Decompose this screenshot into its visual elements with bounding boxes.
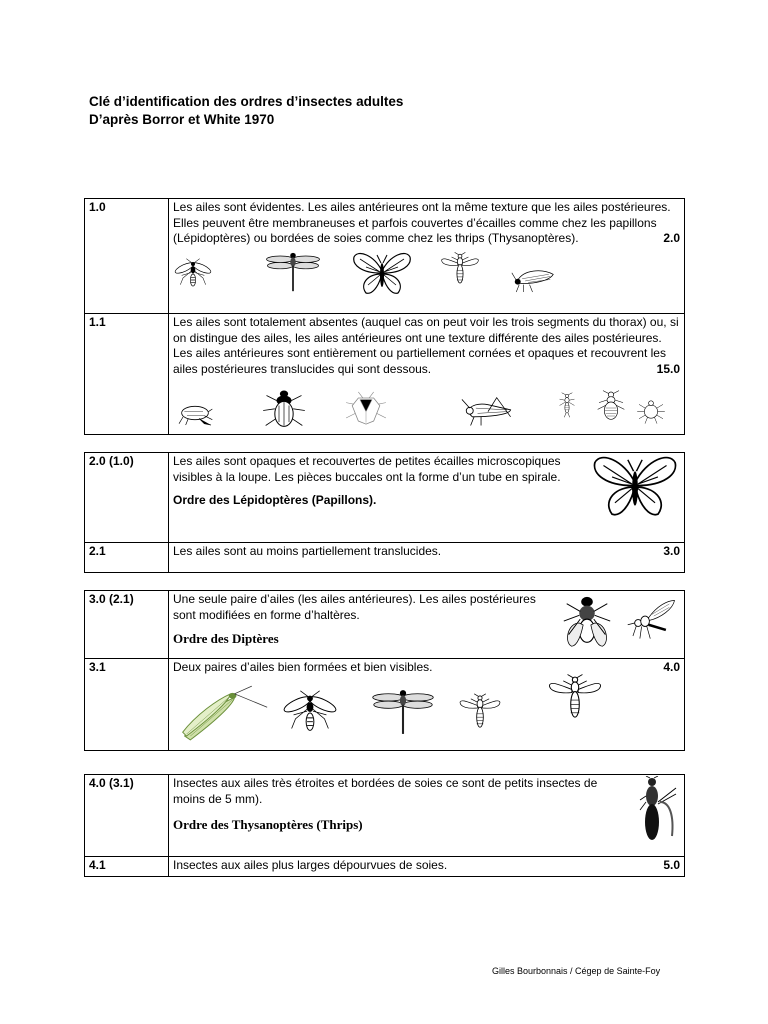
key-number: 3.0 (2.1) (85, 591, 169, 659)
order-name: Ordre des Lépidoptères (Papillons). (173, 493, 377, 507)
key-reference: 3.0 (663, 544, 680, 558)
mosquito-icon (626, 592, 678, 654)
key-description-cell (169, 775, 685, 857)
key-reference: 15.0 (656, 361, 680, 376)
key-description: Une seule paire d’ailes (les ailes antérieures). Les ailes postérieures sont modifiées en forme d’haltères. (173, 592, 536, 622)
thrips-icon (638, 776, 678, 846)
lacewing-icon (175, 684, 271, 742)
wasp-icon (281, 688, 339, 738)
key-description: Les ailes sont opaques et recouvertes de petites écailles microscopiques visibles à la loupe. Les pièces buccales ont la forme d’un tube en spirale. (173, 454, 561, 484)
flea-icon (175, 395, 215, 427)
key-description-cell (169, 543, 685, 573)
key-table-3 (84, 590, 685, 751)
beetle-icon (259, 385, 309, 431)
key-description-cell (169, 857, 685, 877)
dragonfly-icon (263, 251, 323, 293)
key-reference: 4.0 (663, 660, 680, 674)
illustration-row (173, 251, 680, 297)
key-description: Les ailes sont totalement absentes (auquel cas on peut voir les trois segments du thorax) ou, si on distingue des ailes, les ailes antérieures ont une texture différente des ailes postérieures. Les ailes antérieures sont entièrement ou partiellement cornées et opaques et recouvrent les ailes postérieures translucides qui sont dessous. (173, 315, 679, 376)
title-line-2: D’après Borror et White 1970 (89, 112, 275, 127)
wasp-icon (173, 251, 213, 297)
key-row-2-0 (85, 453, 685, 543)
order-name: Ordre des Diptères (173, 631, 279, 646)
key-description-cell (169, 591, 685, 659)
key-row-2-1 (85, 543, 685, 573)
key-table-1 (84, 198, 685, 435)
key-description: Insectes aux ailes plus larges dépourvues de soies. (173, 858, 448, 872)
key-number: 3.1 (85, 659, 169, 751)
dragonfly-icon (369, 688, 437, 736)
butterfly-icon (351, 251, 413, 297)
title-line-1: Clé d’identification des ordres d’insectes adultes (89, 94, 404, 109)
earwig-icon (551, 379, 583, 431)
housefly-icon (558, 592, 616, 654)
key-description-cell (169, 314, 685, 435)
document-title (89, 93, 403, 129)
key-row-4-1 (85, 857, 685, 877)
stinkbug-icon (343, 385, 389, 431)
key-row-1-1 (85, 314, 685, 435)
mite-icon (633, 393, 669, 429)
butterfly-icon (592, 454, 678, 520)
footer-credit: Gilles Bourbonnais / Cégep de Sainte-Foy (492, 966, 661, 976)
mayfly-icon (455, 690, 505, 736)
key-row-1-0 (85, 199, 685, 314)
louse-icon (591, 381, 631, 431)
key-reference: 5.0 (663, 858, 680, 872)
key-description-cell (169, 199, 685, 314)
key-reference: 2.0 (663, 231, 680, 245)
key-number: 4.1 (85, 857, 169, 877)
key-table-4 (84, 774, 685, 877)
key-number: 1.0 (85, 199, 169, 314)
key-number: 2.0 (1.0) (85, 453, 169, 543)
key-number: 4.0 (3.1) (85, 775, 169, 857)
key-description: Les ailes sont au moins partiellement translucides. (173, 544, 442, 558)
moth-icon (509, 261, 559, 295)
mayfly-icon (437, 247, 483, 293)
key-number: 2.1 (85, 543, 169, 573)
key-table-2 (84, 452, 685, 573)
key-row-3-1 (85, 659, 685, 751)
key-row-3-0 (85, 591, 685, 659)
key-description: Insectes aux ailes très étroites et bordées de soies ce sont de petits insectes de moins de 5 mm). (173, 776, 598, 806)
key-description-cell (169, 659, 685, 751)
order-name: Ordre des Thysanoptères (Thrips) (173, 817, 363, 832)
key-description: Deux paires d’ailes bien formées et bien visibles. (173, 660, 433, 674)
mayfly-icon (543, 672, 607, 726)
key-row-4-0 (85, 775, 685, 857)
key-description-cell (169, 453, 685, 543)
key-description: Les ailes sont évidentes. Les ailes antérieures ont la même texture que les ailes postérieures. Elles peuvent être membraneuses et parfois couvertes d’écailles comme chez les papillons (Lépidoptères) ou bordées de soies comme chez les thrips (Thysanoptères). (173, 200, 671, 245)
illustration-row (173, 385, 680, 431)
key-number: 1.1 (85, 314, 169, 435)
grasshopper-icon (441, 389, 535, 429)
illustration-row (173, 680, 680, 742)
